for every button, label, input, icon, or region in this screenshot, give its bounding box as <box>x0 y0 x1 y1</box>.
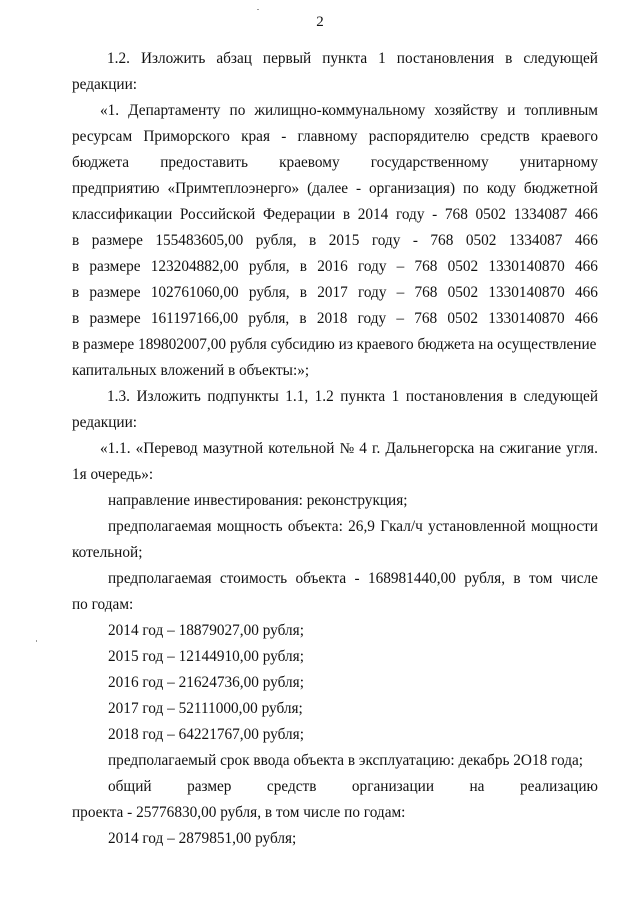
word: году <box>357 284 387 301</box>
word: и <box>507 102 516 119</box>
paragraph-1-2-line-2: редакции: <box>72 76 138 93</box>
word: рубля, <box>248 310 290 327</box>
word: 466 <box>574 232 598 249</box>
quote-1-line-1 <box>100 98 598 124</box>
cost-year-2015: 2015 год – 12144910,00 рубля; <box>108 648 304 665</box>
word: размере <box>91 232 143 249</box>
word: Изложить <box>136 388 201 405</box>
word: 4 <box>359 440 367 457</box>
cost-year-2018: 2018 год – 64221767,00 рубля; <box>108 726 304 743</box>
investment-direction: направление инвестирования: реконструкция; <box>108 492 408 509</box>
word: в <box>72 258 80 275</box>
word: числе <box>560 570 598 587</box>
word: 768 <box>414 284 438 301</box>
org-funds-line-1 <box>108 774 598 800</box>
word: 0502 <box>447 258 479 275</box>
word: абзац <box>216 50 252 67</box>
word: № <box>339 440 355 457</box>
word: организации <box>351 778 435 795</box>
word: в <box>309 232 317 249</box>
quote-1-line-6 <box>72 228 598 254</box>
word: году <box>357 310 387 327</box>
word: распорядителю <box>368 128 470 145</box>
word: г. <box>371 440 381 457</box>
word: хозяйству <box>434 102 499 119</box>
word: унитарному <box>519 154 598 171</box>
word: - <box>354 570 360 587</box>
word: котельной <box>268 440 335 457</box>
word: «Примтеплоэнерго» <box>167 180 300 197</box>
word: мощность <box>216 518 283 535</box>
word: на <box>469 778 485 795</box>
word: классификации <box>72 206 173 223</box>
power-line-1 <box>108 514 598 540</box>
word: государственному <box>370 154 489 171</box>
word: 102761060,00 <box>150 284 239 301</box>
word: 155483605,00 <box>155 232 244 249</box>
word: бюджетной <box>523 180 598 197</box>
word: пункта <box>340 388 386 405</box>
word: - <box>412 232 418 249</box>
word: топливным <box>524 102 598 119</box>
word: предприятию <box>72 180 160 197</box>
word: «1. <box>100 102 120 119</box>
word: в <box>72 310 80 327</box>
cost-year-2016: 2016 год – 21624736,00 рубля; <box>108 674 304 691</box>
word: по <box>462 180 479 197</box>
word: 1.3. <box>107 388 130 405</box>
word: краевому <box>279 154 340 171</box>
word: в <box>513 570 521 587</box>
word: – <box>396 310 405 327</box>
word: 1.2. <box>107 50 130 67</box>
word: размере <box>89 310 141 327</box>
word: размер <box>187 778 232 795</box>
word: 768 <box>414 258 438 275</box>
word: следующей <box>523 388 598 405</box>
word: 1334087 <box>513 206 568 223</box>
word: 1.1, <box>285 388 309 405</box>
quote-1-line-2 <box>72 124 598 150</box>
word: рубля, <box>248 258 290 275</box>
cost-line-2: по годам: <box>72 596 134 613</box>
word: размере <box>89 258 141 275</box>
word: общий <box>108 778 152 795</box>
word: в <box>72 232 80 249</box>
word: 1 <box>378 50 386 67</box>
paragraph-1-3-line-1 <box>107 384 598 410</box>
word: в <box>72 284 80 301</box>
word: установленной <box>428 518 526 535</box>
word: первый <box>262 50 312 67</box>
paragraph-1-2-line-1 <box>107 46 598 72</box>
word: рубля, <box>464 570 506 587</box>
word: 466 <box>574 284 598 301</box>
word: в <box>299 310 307 327</box>
scan-speck <box>36 640 37 642</box>
word: в <box>299 258 308 275</box>
commissioning-date: предполагаемый срок ввода объекта в эксплуатацию: декабрь 2О18 года; <box>108 752 584 769</box>
word: 466 <box>574 258 598 275</box>
word: 2014 <box>357 206 389 223</box>
quote-1-line-11: капитальных вложений в объекты:»; <box>72 362 310 379</box>
word: Российской <box>179 206 256 223</box>
word: Федерации <box>262 206 336 223</box>
word: – <box>396 258 405 275</box>
word: - <box>432 206 438 223</box>
word: постановления <box>405 388 504 405</box>
word: 2018 <box>316 310 348 327</box>
word: стоимость <box>219 570 288 587</box>
quote-1-line-8 <box>72 280 598 306</box>
word: - <box>355 180 362 197</box>
word: предполагаемая <box>108 518 212 535</box>
word: подпункты <box>207 388 279 405</box>
power-line-2: котельной; <box>72 544 143 561</box>
word: 1 <box>391 388 400 405</box>
org-funds-line-2: проекта - 25776830,00 рубля, в том числе по годам: <box>72 804 406 821</box>
word: по <box>229 102 246 119</box>
word: «Перевод <box>135 440 198 457</box>
word: ресурсам <box>72 128 133 145</box>
word: 2016 <box>317 258 348 275</box>
cost-line-1 <box>108 566 598 592</box>
cost-year-2014: 2014 год – 18879027,00 рубля; <box>108 622 304 639</box>
word: – <box>396 284 405 301</box>
word: году <box>371 232 401 249</box>
quote-1-line-9 <box>72 306 598 332</box>
scan-speck <box>257 9 259 10</box>
word: Изложить <box>140 50 206 67</box>
word: края <box>241 128 270 145</box>
word: 0502 <box>447 284 479 301</box>
word: том <box>528 570 553 587</box>
word: 466 <box>574 310 598 327</box>
word: размере <box>89 284 141 301</box>
org-funds-year-2014: 2014 год – 2879851,00 рубля; <box>108 830 297 847</box>
word: 2017 <box>317 284 348 301</box>
word: в <box>509 388 517 405</box>
word: главному <box>297 128 358 145</box>
word: реализацию <box>519 778 598 795</box>
word: объекта: <box>287 518 343 535</box>
page-number: 2 <box>316 14 324 30</box>
quote-1-line-4 <box>72 176 598 202</box>
subpoint-1-1-line-2: 1я очередь»: <box>72 466 154 483</box>
word: 168981440,00 <box>367 570 456 587</box>
word: 0502 <box>465 232 497 249</box>
word: - <box>281 128 287 145</box>
word: 123204882,00 <box>150 258 239 275</box>
word: постановления <box>396 50 495 67</box>
word: 1334087 <box>508 232 563 249</box>
word: Департаменту <box>128 102 221 119</box>
cost-year-2017: 2017 год – 52111000,00 рубля; <box>108 700 303 717</box>
word: на <box>479 440 495 457</box>
word: средств <box>266 778 317 795</box>
word: в <box>342 206 351 223</box>
word: 2015 <box>328 232 360 249</box>
quote-1-line-10: в размере 189802007,00 рубля субсидию из краевого бюджета на осуществление <box>72 336 597 353</box>
word: сжигание <box>499 440 562 457</box>
word: 26,9 <box>348 518 375 535</box>
word: (далее <box>307 180 349 197</box>
word: «1.1. <box>100 440 131 457</box>
word: 1330140870 <box>488 258 565 275</box>
word: организация) <box>368 180 456 197</box>
word: мазутной <box>202 440 264 457</box>
word: следующей <box>523 50 598 67</box>
word: в <box>505 50 513 67</box>
word: 0502 <box>475 206 507 223</box>
paragraph-1-3-line-2: редакции: <box>72 414 138 431</box>
quote-1-line-7 <box>72 254 598 280</box>
word: мощности <box>531 518 598 535</box>
quote-1-line-5 <box>72 202 598 228</box>
word: 1.2 <box>314 388 334 405</box>
word: предоставить <box>160 154 248 171</box>
word: пункта <box>322 50 368 67</box>
word: Приморского <box>143 128 230 145</box>
word: Дальнегорска <box>385 440 475 457</box>
word: 768 <box>430 232 454 249</box>
word: краевого <box>541 128 598 145</box>
word: 1330140870 <box>488 284 565 301</box>
word: предполагаемая <box>108 570 212 587</box>
word: рубля, <box>255 232 297 249</box>
word: жилищно-коммунальному <box>254 102 426 119</box>
word: году <box>357 258 387 275</box>
word: угля. <box>566 440 598 457</box>
word: 1330140870 <box>488 310 565 327</box>
word: 768 <box>444 206 468 223</box>
word: 0502 <box>447 310 478 327</box>
word: 768 <box>414 310 438 327</box>
word: 466 <box>574 206 598 223</box>
word: коду <box>486 180 516 197</box>
word: бюджета <box>72 154 130 171</box>
quote-1-line-3 <box>72 150 598 176</box>
word: средств <box>480 128 530 145</box>
word: году <box>395 206 425 223</box>
word: объекта <box>295 570 347 587</box>
word: рубля, <box>248 284 290 301</box>
word: в <box>299 284 308 301</box>
subpoint-1-1-line-1 <box>100 436 598 462</box>
word: Гкал/ч <box>380 518 423 535</box>
word: 161197166,00 <box>150 310 239 327</box>
